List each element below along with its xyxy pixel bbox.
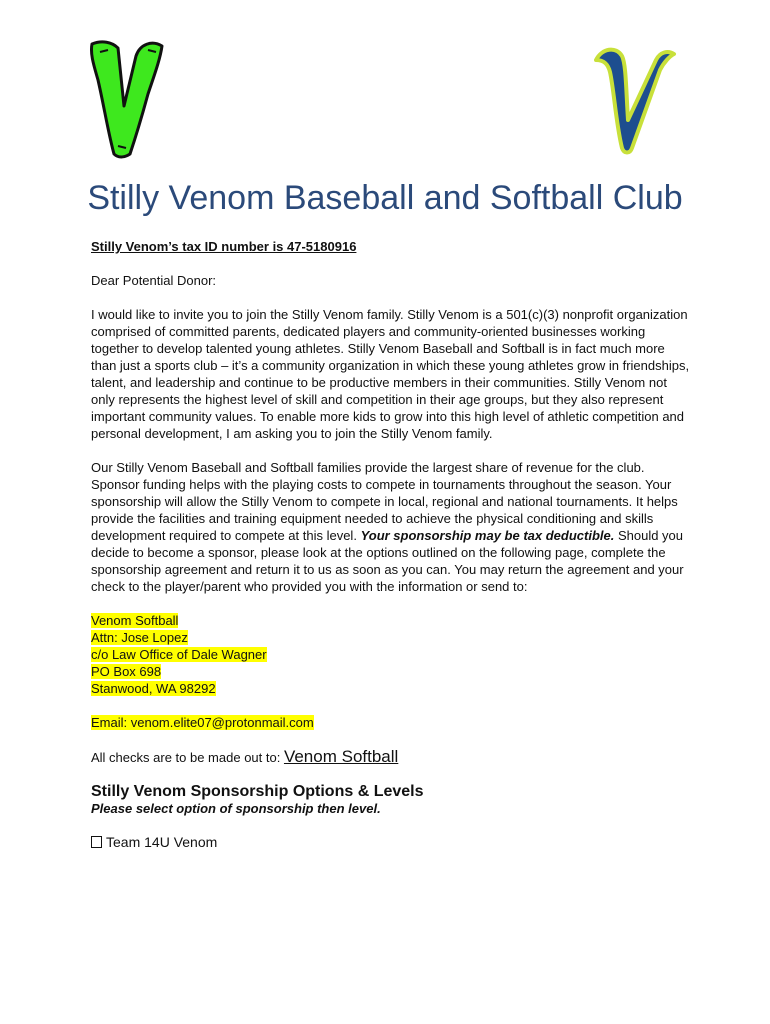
address-line-1: Venom Softball	[91, 613, 179, 628]
page-title: Stilly Venom Baseball and Softball Club	[87, 179, 683, 217]
paragraph-2-part2: Should you decide to become a sponsor, please look at the options outlined on the following page, complete the sponsorship agreement and return it to us as soon as you can. You may return the agreement and your check to the player/parent who provided you with the information or send to:	[91, 528, 684, 594]
tax-id-line: Stilly Venom’s tax ID number is 47-5180916	[91, 239, 357, 254]
logo-right	[586, 38, 682, 158]
sponsorship-title: Stilly Venom Sponsorship Options & Levels	[91, 783, 424, 800]
address-line-5: Stanwood, WA 98292	[91, 681, 216, 696]
address-line-4: PO Box 698	[91, 664, 162, 679]
sponsorship-option-label: Team 14U Venom	[106, 834, 218, 850]
address-line-3: c/o Law Office of Dale Wagner	[91, 647, 267, 662]
sponsorship-option[interactable]	[91, 834, 691, 851]
mailing-address	[91, 612, 691, 697]
checks-line	[91, 748, 691, 766]
logo-left	[78, 36, 168, 160]
email-line: Email: venom.elite07@protonmail.com	[91, 715, 314, 730]
tax-deductible-emphasis: Your sponsorship may be tax deductible.	[360, 528, 615, 543]
checks-payee: Venom Softball	[283, 747, 399, 766]
sponsorship-subtitle: Please select option of sponsorship then level.	[91, 801, 381, 816]
paragraph-2	[91, 459, 691, 595]
checks-prefix: All checks are to be made out to:	[91, 750, 281, 765]
salutation: Dear Potential Donor:	[91, 273, 217, 288]
paragraph-2-part1: Our Stilly Venom Baseball and Softball families provide the largest share of revenue for the club. Sponsor funding helps with the playing costs to compete in tournaments throughout the season. Your sponsorship will allow the Stilly Venom to compete in local, regional and national tournaments. It helps provide the facilities and training equipment needed to achieve the physical conditioning and skills development required to compete at this level.	[91, 460, 678, 543]
letter-body	[91, 238, 691, 851]
paragraph-1: I would like to invite you to join the Stilly Venom family. Stilly Venom is a 501(c)(3) nonprofit organization comprised of committed parents, dedicated players and community-oriented businesses working together to develop talented young athletes. Stilly Venom Baseball and Softball is in fact much more than just a sports club – it’s a community organization in which these young athletes grow in friendships, talent, and leadership and continue to be productive members in their communities. Stilly Venom not only represents the highest level of skill and competition in their age groups, but they also represent important community values. To enable more kids to grow into this high level of athletic competition and personal development, I am asking you to join the Stilly Venom family.	[91, 307, 690, 441]
checkbox-icon[interactable]	[91, 836, 102, 848]
address-line-2: Attn: Jose Lopez	[91, 630, 188, 645]
